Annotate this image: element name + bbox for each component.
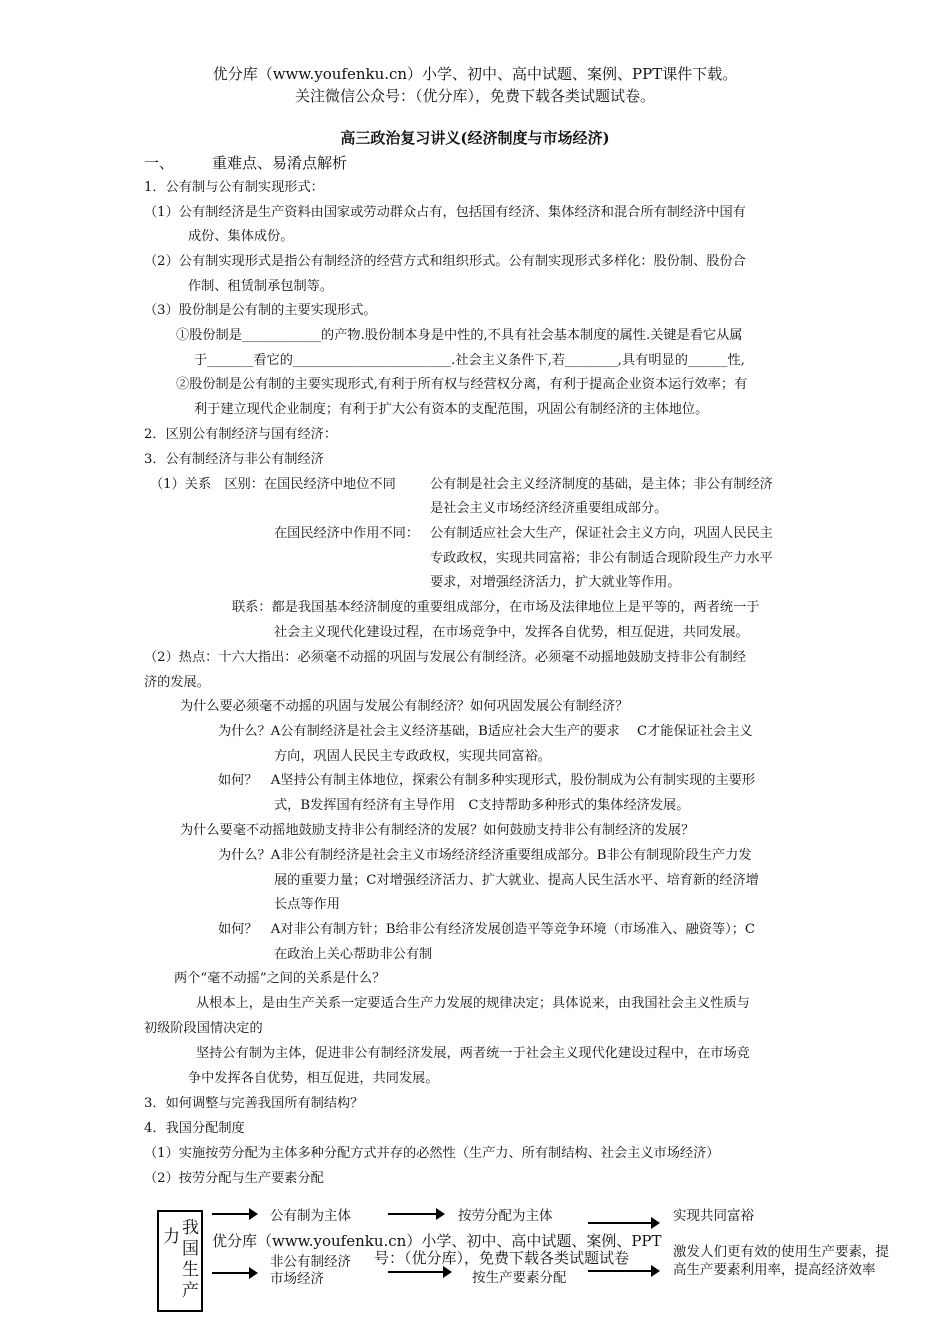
- text-line: 公有制是社会主义经济制度的基础，是主体；非公有制经济: [430, 477, 773, 492]
- text-line: 如何？ A坚持公有制主体地位，探索公有制多种实现形式，股份制成为公有制实现的主要形: [218, 773, 756, 788]
- text-line: 坚持公有制为主体，促进非公有制经济发展，两者统一于社会主义现代化建设过程中，在市场竞: [196, 1046, 750, 1061]
- text-line: 要求，对增强经济活力，扩大就业等作用。: [430, 575, 681, 590]
- arrow: [212, 1213, 256, 1215]
- text-line: 4．我国分配制度: [144, 1121, 245, 1136]
- header-line-1: 优分库（www.youfenku.cn）小学、初中、高中试题、案例、PPT课件下载。: [212, 65, 738, 83]
- arrow: [212, 1272, 256, 1274]
- row1-c: 实现共同富裕: [673, 1208, 754, 1224]
- row2-b: 按生产要素分配: [472, 1270, 567, 1286]
- text-line: 作制、租赁制承包制等。: [188, 279, 334, 294]
- row1-b: 按劳分配为主体: [458, 1208, 553, 1224]
- text-line: （1）实施按劳分配为主体多种分配方式并存的必然性（生产力、所有制结构、社会主义市场经济）: [144, 1146, 720, 1161]
- arrow: [588, 1222, 658, 1224]
- text-line: 长点等作用: [274, 897, 340, 912]
- text-line: 于_______看它的________________________.社会主义条件下,若________,具有明显的______性,: [194, 353, 745, 368]
- footer-watermark-1: 优分库（www.youfenku.cn）小学、初中、高中试题、案例、PPT: [212, 1232, 662, 1250]
- text-line: （2）公有制实现形式是指公有制经济的经营方式和组织形式。公有制实现形式多样化：股份制、股份合: [144, 254, 746, 269]
- text-line: 从根本上，是由生产关系一定要适合生产力发展的规律决定；具体说来，由我国社会主义性质与: [196, 996, 750, 1011]
- text-line: ②股份制是公有制的主要实现形式,有利于所有权与经营权分离，有利于提高企业资本运行效率；有: [176, 377, 748, 392]
- text-line: 为什么要毫不动摇地鼓励支持非公有制经济的发展？如何鼓励支持非公有制经济的发展？: [180, 823, 695, 838]
- text-line: 方向，巩固人民民主专政政权，实现共同富裕。: [274, 749, 551, 764]
- text-line: （3）股份制是公有制的主要实现形式。: [144, 303, 377, 318]
- text-line: 2．区别公有制经济与国有经济：: [144, 427, 338, 442]
- text-line: 利于建立现代企业制度；有利于扩大公有资本的支配范围，巩固公有制经济的主体地位。: [194, 402, 709, 417]
- section-heading: 重难点、易淆点解析: [212, 154, 348, 172]
- row1-a: 公有制为主体: [270, 1208, 351, 1224]
- header-line-2: 关注微信公众号：（优分库），免费下载各类试题试卷。: [294, 87, 655, 105]
- text-line: （2）热点：十六大指出：必须毫不动摇的巩固与发展公有制经济。必须毫不动摇地鼓励支持非公有制经: [144, 650, 746, 665]
- text-line: 是社会主义市场经济经济重要组成部分。: [430, 501, 668, 516]
- arrow: [588, 1270, 658, 1272]
- arrow: [388, 1271, 450, 1273]
- row2-c: 激发人们更有效的使用生产要素，提 高生产要素利用率，提高经济效率: [673, 1244, 889, 1278]
- row2-a: 非公有制经济 市场经济: [270, 1254, 351, 1287]
- text-line: 在政治上关心帮助非公有制: [274, 947, 433, 962]
- text-line: 为什么？A公有制经济是社会主义经济基础，B适应社会大生产的要求 C才能保证社会主义: [218, 724, 753, 739]
- text-line: 联系：都是我国基本经济制度的重要组成部分，在市场及法律地位上是平等的，两者统一于: [232, 600, 760, 615]
- text-line: 3．公有制经济与非公有制经济: [144, 452, 324, 467]
- text-line: ①股份制是____________的产物.股份制本身是中性的,不具有社会基本制度的属性.关键是看它从属: [176, 328, 743, 343]
- section-number: 一、: [144, 154, 175, 172]
- text-line: 争中发挥各自优势，相互促进，共同发展。: [188, 1071, 439, 1086]
- text-line: 初级阶段国情决定的: [144, 1021, 263, 1036]
- text-line: 专政政权，实现共同富裕；非公有制适合现阶段生产力水平: [430, 551, 773, 566]
- text-line: 3．如何调整与完善我国所有制结构？: [144, 1096, 364, 1111]
- box-vertical-text: 我 国 生 产: [182, 1218, 199, 1301]
- footer-watermark-2: 号：（优分库），免费下载各类试题试卷: [374, 1249, 630, 1267]
- text-line: 社会主义现代化建设过程，在市场竞争中，发挥各自优势，相互促进，共同发展。: [274, 625, 749, 640]
- text-line: （2）按劳分配与生产要素分配: [144, 1171, 324, 1186]
- text-line: 济的发展。: [144, 675, 210, 690]
- text-line: （1）关系 区别：在国民经济中地位不同: [150, 477, 396, 492]
- text-line: 成份、集体成份。: [188, 229, 294, 244]
- page-title: 高三政治复习讲义(经济制度与市场经济): [340, 129, 610, 147]
- text-line: 1．公有制与公有制实现形式：: [144, 180, 324, 195]
- text-line: 如何？ A对非公有制方针；B给非公有经济发展创造平等竞争环境（市场准入、融资等）；C: [218, 922, 756, 937]
- text-line: 展的重要力量；C对增强经济活力、扩大就业、提高人民生活水平、培育新的经济增: [274, 873, 759, 888]
- text-line: 为什么要必须毫不动摇的巩固与发展公有制经济？如何巩固发展公有制经济？: [180, 699, 629, 714]
- box-left-char: 力: [163, 1227, 180, 1247]
- text-line: （1）公有制经济是生产资料由国家或劳动群众占有，包括国有经济、集体经济和混合所有制经济中国有: [144, 205, 746, 220]
- text-line: 公有制适应社会大生产，保证社会主义方向，巩固人民民主: [430, 526, 773, 541]
- text-line: 两个“毫不动摇”之间的关系是什么？: [174, 971, 386, 986]
- arrow: [388, 1213, 443, 1215]
- text-line: 在国民经济中作用不同：: [274, 526, 420, 541]
- text-line: 为什么？A非公有制经济是社会主义市场经济经济重要组成部分。B非公有制现阶段生产力发: [218, 848, 752, 863]
- text-line: 式，B发挥国有经济有主导作用 C支持帮助多种形式的集体经济发展。: [274, 798, 690, 813]
